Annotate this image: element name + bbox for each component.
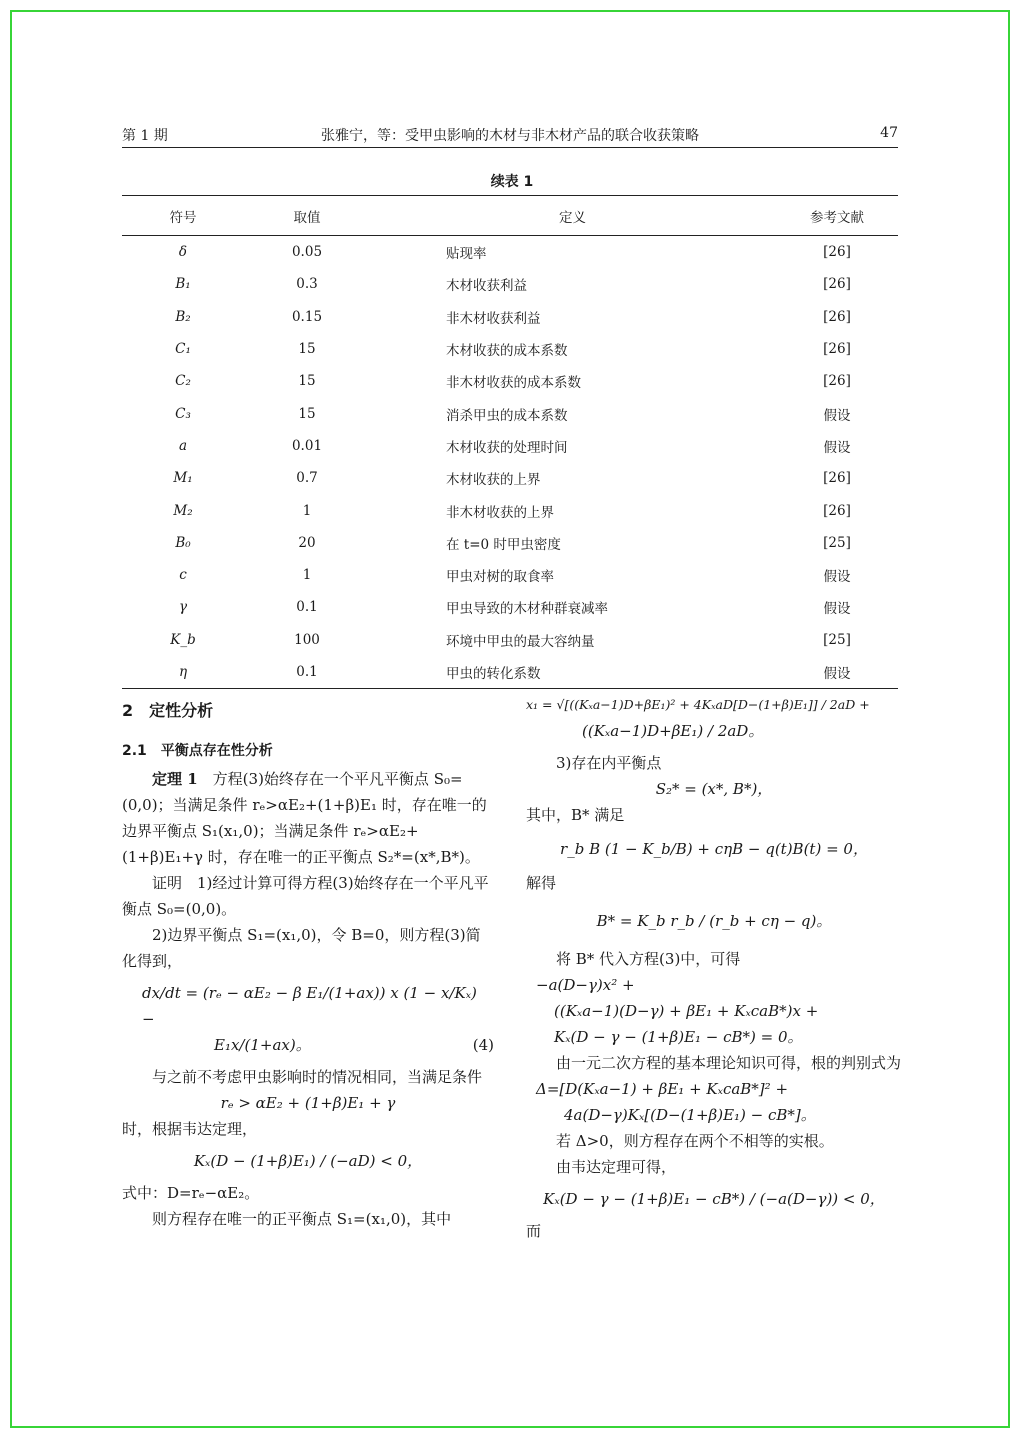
cell-reference: [26] [823, 244, 851, 261]
cell-definition: 木材收获利益 [446, 278, 527, 295]
table-row [122, 656, 898, 689]
cell-definition: 非木材收获利益 [446, 310, 541, 327]
cell-definition: 甲虫的转化系数 [446, 666, 541, 682]
s2-equation: S₂* = (x*, B*)， [655, 780, 773, 798]
cell-value: 0.3 [296, 276, 318, 293]
left-column [122, 694, 494, 1232]
cell-value: 20 [298, 534, 316, 551]
cell-reference: [26] [823, 341, 851, 358]
paragraph-satisfy: 其中，B* 满足 [526, 806, 625, 824]
cell-value: 0.1 [296, 599, 318, 616]
cell-value: 1 [302, 567, 312, 584]
right-column [526, 692, 902, 1244]
equation-4-line1: dx/dt = (rₑ − αE₂ − β E₁/(1+ax)) x (1 − x/Kₓ) − [142, 984, 477, 1028]
cell-symbol: M₂ [173, 502, 193, 519]
cell-definition: 非木材收获的上界 [446, 504, 554, 521]
cell-symbol: η [178, 664, 188, 680]
paragraph-discriminant: 由一元二次方程的基本理论知识可得，根的判别式为 [556, 1054, 902, 1072]
x1-equation-line2: ((Kₓa−1)D+βE₁) / 2aD。 [582, 722, 764, 740]
equation-4-text: E₁x/(1+ax)。 [214, 1036, 311, 1054]
cell-reference: [26] [823, 373, 851, 390]
cell-value: 100 [294, 631, 320, 648]
table-row [122, 301, 898, 333]
cell-value: 15 [298, 373, 316, 390]
cell-definition: 环境中甲虫的最大容纳量 [446, 633, 595, 650]
cell-definition: 在 t=0 时甲虫密度 [446, 536, 561, 553]
theorem-label: 定理 1 [152, 770, 198, 788]
cell-reference: 假设 [823, 666, 851, 682]
vieta-equation: Kₓ(D − (1+β)E₁) / (−aD) < 0， [193, 1152, 423, 1170]
cell-definition: 木材收获的成本系数 [446, 343, 568, 360]
cell-definition: 木材收获的上界 [446, 472, 541, 489]
cell-symbol: δ [178, 244, 188, 261]
cell-reference: [26] [823, 470, 851, 487]
table-row [122, 268, 898, 300]
col-header-value: 取值 [293, 209, 321, 226]
col-header-symbol: 符号 [169, 209, 197, 226]
cell-value: 0.01 [291, 437, 323, 454]
paragraph-vieta-2: 由韦达定理可得， [556, 1158, 677, 1176]
paragraph-substitute: 将 B* 代入方程(3)中，可得 [556, 950, 741, 968]
table-row [122, 624, 898, 656]
table-row [122, 527, 898, 559]
equation-4-number: (4) [472, 1036, 494, 1054]
cell-definition: 甲虫导致的木材种群衰减率 [446, 601, 608, 618]
parameter-table [122, 195, 898, 689]
running-header [122, 125, 898, 148]
table-row [122, 236, 898, 269]
section-heading: 2 定性分析 [122, 701, 214, 720]
cell-reference: 假设 [823, 569, 851, 586]
table-caption: 续表 1 [490, 174, 534, 190]
paragraph-if-delta: 若 Δ>0，则方程存在两个不相等的实根。 [556, 1132, 834, 1150]
col-header-reference: 参考文献 [810, 209, 864, 226]
col-header-definition: 定义 [559, 209, 586, 226]
cell-value: 15 [298, 341, 316, 358]
cell-definition: 非木材收获的成本系数 [446, 375, 581, 392]
table-row [122, 591, 898, 623]
cell-symbol: B₀ [175, 534, 191, 551]
delta-line2: 4a(D−γ)Kₓ[(D−(1+β)E₁) − cB*]。 [564, 1106, 816, 1124]
x1-equation-line1: x₁ = √[((Kₓa−1)D+βE₁)² + 4KₓaD[D−(1+β)E₁]] / 2aD + [526, 697, 870, 712]
proof-paragraph-2: 2)边界平衡点 S₁=(x₁,0)，令 B=0，则方程(3)简化得到， [122, 926, 481, 970]
cell-reference: 假设 [823, 601, 851, 618]
cell-symbol: B₁ [175, 276, 191, 293]
table-header-row [122, 196, 898, 236]
where-note: 式中：D=rₑ−αE₂。 [122, 1184, 260, 1202]
cell-symbol: C₃ [175, 405, 191, 422]
b-equation: r_b B (1 − K_b/B) + cηB − q(t)B(t) = 0， [560, 840, 868, 858]
quadratic-line3: Kₓ(D − γ − (1+β)E₁ − cB*) = 0。 [554, 1028, 803, 1046]
cell-symbol: C₂ [175, 373, 191, 390]
bstar-equation: B* = K_b r_b / (r_b + cη − q)。 [596, 912, 832, 930]
cell-value: 1 [302, 502, 312, 519]
cell-symbol: B₂ [175, 308, 191, 325]
cell-symbol: a [178, 437, 188, 454]
vieta-equation-2: Kₓ(D − γ − (1+β)E₁ − cB*) / (−a(D−γ)) < 0， [543, 1190, 885, 1208]
condition-equation: rₑ > αE₂ + (1+β)E₁ + γ [220, 1094, 396, 1112]
table-row [122, 365, 898, 397]
paragraph-and: 而 [526, 1222, 542, 1240]
paragraph-solve: 解得 [526, 874, 557, 892]
cell-symbol: C₁ [175, 341, 191, 358]
table-row [122, 559, 898, 591]
page-number: 47 [880, 125, 898, 141]
cell-reference: [26] [823, 502, 851, 519]
cell-symbol: K_b [170, 631, 196, 648]
cell-value: 0.15 [291, 308, 323, 325]
cell-reference: [26] [823, 308, 851, 325]
proof-paragraph-1: 证明 1)经过计算可得方程(3)始终存在一个平凡平衡点 S₀=(0,0)。 [122, 874, 489, 918]
cell-value: 15 [298, 405, 316, 422]
cell-value: 0.1 [296, 664, 318, 680]
cell-reference: [25] [823, 631, 851, 648]
cell-symbol: c [179, 567, 187, 584]
cell-symbol: M₁ [173, 470, 193, 487]
equation-4-line2 [122, 1032, 494, 1058]
cell-value: 0.7 [296, 470, 318, 487]
paragraph-vieta: 时，根据韦达定理， [122, 1120, 258, 1138]
theorem-paragraph [122, 766, 494, 870]
table-row [122, 462, 898, 494]
cell-definition: 甲虫对树的取食率 [446, 569, 554, 586]
cell-reference: 假设 [823, 439, 851, 456]
paragraph-same-case: 与之前不考虑甲虫影响时的情况相同，当满足条件 [152, 1068, 483, 1086]
delta-line1: Δ=[D(Kₓa−1) + βE₁ + KₓcaB*]² + [536, 1080, 789, 1098]
table-row [122, 430, 898, 462]
cell-reference: [26] [823, 276, 851, 293]
running-title: 张雅宁，等：受甲虫影响的木材与非木材产品的联合收获策略 [321, 128, 699, 144]
subsection-heading: 2.1 平衡点存在性分析 [122, 743, 273, 759]
cell-value: 0.05 [291, 244, 323, 261]
paragraph-unique: 则方程存在唯一的正平衡点 S₁=(x₁,0)，其中 [152, 1210, 452, 1228]
cell-definition: 消杀甲虫的成本系数 [446, 407, 568, 424]
cell-definition: 贴现率 [446, 246, 487, 263]
cell-definition: 木材收获的处理时间 [446, 439, 568, 456]
table-row [122, 494, 898, 526]
table-row [122, 333, 898, 365]
interior-equilibrium-heading: 3)存在内平衡点 [556, 754, 662, 772]
theorem-text: 方程(3)始终存在一个平凡平衡点 S₀=(0,0)；当满足条件 rₑ>αE₂+(1+β)E₁ 时，存在唯一的边界平衡点 S₁(x₁,0)；当满足条件 rₑ>αE₂+(1+β)E₁+γ 时，存在唯一的正平衡点 S₂*=(x*,B*)。 [122, 770, 487, 866]
cell-symbol: γ [178, 599, 188, 616]
table-row [122, 397, 898, 429]
issue-number: 第 1 期 [122, 128, 168, 144]
cell-reference: [25] [823, 534, 851, 551]
cell-reference: 假设 [823, 407, 851, 424]
quadratic-line2: ((Kₓa−1)(D−γ) + βE₁ + KₓcaB*)x + [554, 1002, 819, 1020]
quadratic-line1: −a(D−γ)x² + [536, 976, 635, 994]
